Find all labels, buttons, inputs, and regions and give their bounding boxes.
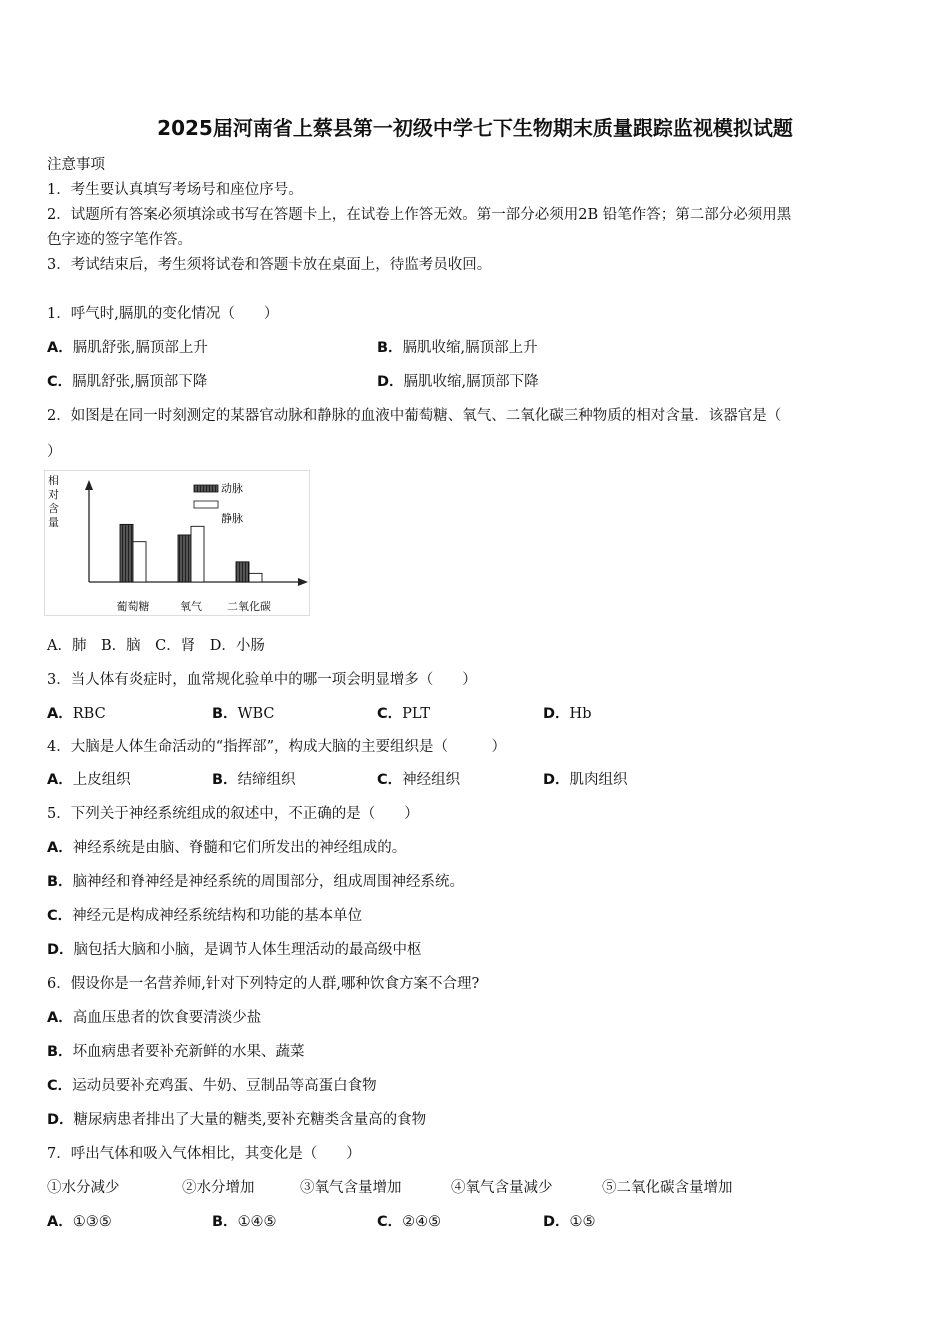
q4-option-a: A．上皮组织 xyxy=(47,772,131,788)
bar-vein-1 xyxy=(191,526,204,582)
bar-artery-2 xyxy=(236,562,249,582)
q7-item: ④氧气含量减少 xyxy=(451,1180,553,1196)
legend-artery-swatch xyxy=(194,485,218,492)
q5-option-c: C．神经元是构成神经系统结构和功能的基本单位 xyxy=(47,908,363,924)
note-item: 2．试题所有答案必须填涂或书写在答题卡上，在试卷上作答无效。第一部分必须用2B 铅笔作答；第二部分必须用黑 xyxy=(47,207,792,223)
q1-option-d: D．膈肌收缩,膈顶部下降 xyxy=(377,374,539,390)
x-tick-label: 葡萄糖 xyxy=(116,600,150,613)
question-2-stem-cont: ） xyxy=(47,444,62,460)
q4-option-b: B．结缔组织 xyxy=(212,772,296,788)
q5-option-b: B．脑神经和脊神经是神经系统的周围部分，组成周围神经系统。 xyxy=(47,874,465,890)
question-3-stem: 3．当人体有炎症时，血常规化验单中的哪一项会明显增多（ ） xyxy=(47,672,477,688)
q7-item: ②水分增加 xyxy=(182,1180,255,1196)
q4-option-d: D．肌肉组织 xyxy=(543,772,628,788)
notes-heading: 注意事项 xyxy=(47,157,105,173)
page-title: 2025届河南省上蔡县第一初级中学七下生物期末质量跟踪监视模拟试题 xyxy=(157,116,793,140)
question-5-stem: 5．下列关于神经系统组成的叙述中，不正确的是（ ） xyxy=(47,806,419,822)
q1-option-a: A．膈肌舒张,膈顶部上升 xyxy=(47,340,208,356)
x-tick-label: 二氧化碳 xyxy=(227,600,271,613)
q7-option-b: B．①④⑤ xyxy=(212,1214,277,1230)
q6-option-b: B．坏血病患者要补充新鲜的水果、蔬菜 xyxy=(47,1044,305,1060)
q1-option-c: C．膈肌舒张,膈顶部下降 xyxy=(47,374,208,390)
q3-option-d: D．Hb xyxy=(543,706,592,722)
svg-text:含: 含 xyxy=(48,502,59,515)
q6-option-c: C．运动员要补充鸡蛋、牛奶、豆制品等高蛋白食物 xyxy=(47,1078,377,1094)
question-4-stem: 4．大脑是人体生命活动的“指挥部”，构成大脑的主要组织是（ ） xyxy=(47,739,507,755)
legend-vein-swatch xyxy=(194,501,218,508)
q5-option-d: D．脑包括大脑和小脑，是调节人体生理活动的最高级中枢 xyxy=(47,942,422,958)
q3-option-b: B．WBC xyxy=(212,706,275,722)
q6-option-a: A．高血压患者的饮食要清淡少盐 xyxy=(47,1010,262,1026)
q6-option-d: D．糖尿病患者排出了大量的糖类,要补充糖类含量高的食物 xyxy=(47,1112,427,1128)
q7-option-c: C．②④⑤ xyxy=(377,1214,442,1230)
bar-vein-0 xyxy=(133,542,146,582)
x-tick-label: 氧气 xyxy=(180,600,202,613)
bar-vein-2 xyxy=(249,573,262,582)
q7-item: ①水分减少 xyxy=(47,1180,120,1196)
q7-item: ⑤二氧化碳含量增加 xyxy=(602,1180,733,1196)
svg-text:量: 量 xyxy=(48,516,59,529)
question-7-stem: 7．呼出气体和吸入气体相比，其变化是（ ） xyxy=(47,1146,361,1162)
question-1-stem: 1．呼气时,膈肌的变化情况（ ） xyxy=(47,306,279,322)
legend-artery-label: 动脉 xyxy=(221,482,243,495)
legend-vein-label: 静脉 xyxy=(221,512,243,525)
question-6-stem: 6．假设你是一名营养师,针对下列特定的人群,哪种饮食方案不合理? xyxy=(47,976,480,992)
note-item: 色字迹的签字笔作答。 xyxy=(47,232,192,248)
bar-artery-0 xyxy=(120,524,133,582)
q5-option-a: A．神经系统是由脑、脊髓和它们所发出的神经组成的。 xyxy=(47,840,407,856)
note-item: 3．考试结束后，考生须将试卷和答题卡放在桌面上，待监考员收回。 xyxy=(47,257,492,273)
bar-artery-1 xyxy=(178,535,191,582)
note-item: 1．考生要认真填写考场号和座位序号。 xyxy=(47,182,303,198)
q4-option-c: C．神经组织 xyxy=(377,772,461,788)
q2-options: A．肺 B．脑 C．肾 D．小肠 xyxy=(47,638,265,654)
svg-text:相: 相 xyxy=(48,474,59,487)
q7-item: ③氧气含量增加 xyxy=(300,1180,402,1196)
q7-option-d: D．①⑤ xyxy=(543,1214,596,1230)
q7-option-a: A．①③⑤ xyxy=(47,1214,112,1230)
svg-text:对: 对 xyxy=(48,488,59,501)
q3-option-a: A．RBC xyxy=(47,706,106,722)
q3-option-c: C．PLT xyxy=(377,706,431,722)
q1-option-b: B．膈肌收缩,膈顶部上升 xyxy=(377,340,538,356)
bar-chart xyxy=(44,470,310,616)
question-2-stem: 2．如图是在同一时刻测定的某器官动脉和静脉的血液中葡萄糖、氧气、二氧化碳三种物质的相对含量．该器官是（ xyxy=(47,408,782,424)
